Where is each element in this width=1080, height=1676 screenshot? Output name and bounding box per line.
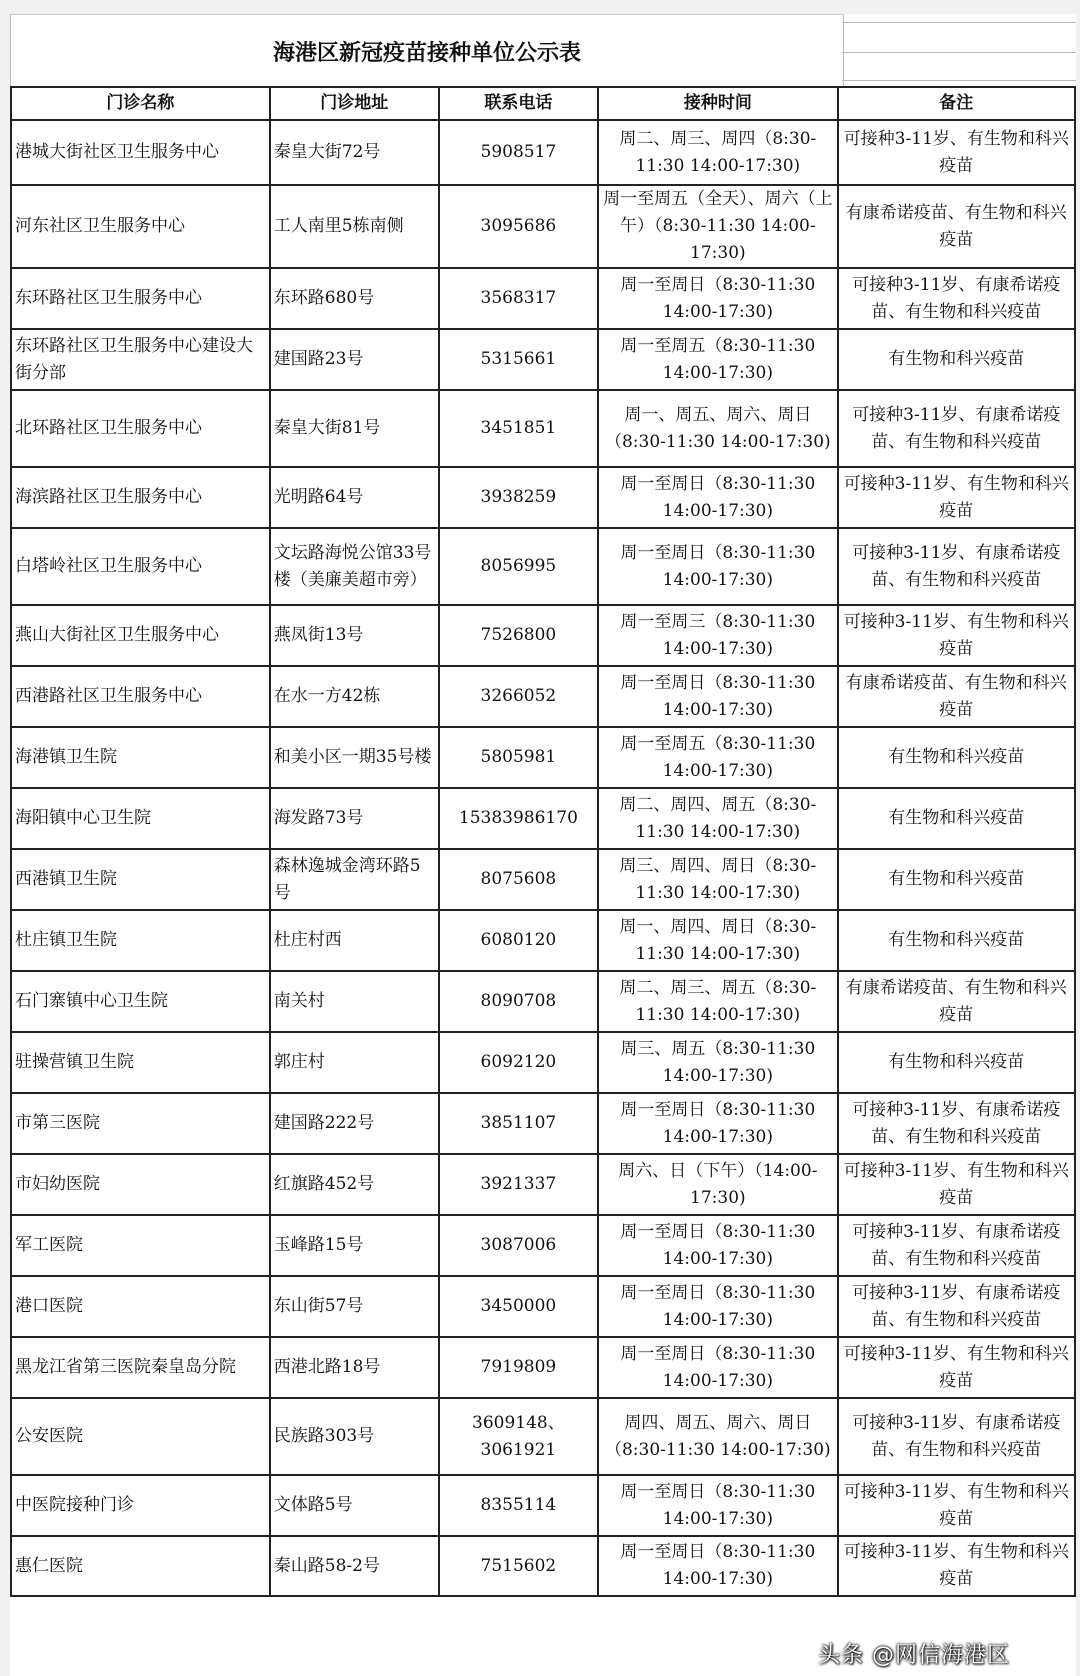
clinic-name-cell: 东环路社区卫生服务中心建设大街分部 bbox=[11, 329, 270, 390]
clinic-address-cell: 民族路303号 bbox=[270, 1398, 439, 1475]
clinic-name-cell: 杜庄镇卫生院 bbox=[11, 910, 270, 971]
clinic-address-cell: 南关村 bbox=[270, 971, 439, 1032]
time-cell: 周一至周三（8:30-11:30 14:00-17:30) bbox=[598, 605, 838, 666]
clinic-address-cell: 秦山路58-2号 bbox=[270, 1536, 439, 1596]
table-row bbox=[11, 971, 1075, 1032]
phone-cell: 8056995 bbox=[439, 528, 598, 605]
table-row bbox=[11, 605, 1075, 666]
table-row bbox=[11, 390, 1075, 467]
table-row bbox=[11, 910, 1075, 971]
phone-cell: 3451851 bbox=[439, 390, 598, 467]
clinic-name-cell: 军工医院 bbox=[11, 1215, 270, 1276]
header-clinic-address: 门诊地址 bbox=[270, 87, 439, 120]
clinic-name-cell: 海阳镇中心卫生院 bbox=[11, 788, 270, 849]
time-cell: 周三、周四、周日（8:30-11:30 14:00-17:30) bbox=[598, 849, 838, 910]
clinic-address-cell: 杜庄村西 bbox=[270, 910, 439, 971]
time-cell: 周一至周日（8:30-11:30 14:00-17:30) bbox=[598, 1276, 838, 1337]
time-cell: 周二、周三、周五（8:30-11:30 14:00-17:30) bbox=[598, 971, 838, 1032]
phone-cell: 3568317 bbox=[439, 268, 598, 329]
note-cell: 可接种3-11岁、有康希诺疫苗、有生物和科兴疫苗 bbox=[838, 390, 1075, 467]
clinic-address-cell: 在水一方42栋 bbox=[270, 666, 439, 727]
clinic-name-cell: 东环路社区卫生服务中心 bbox=[11, 268, 270, 329]
table-row bbox=[11, 1032, 1075, 1093]
clinic-name-cell: 海滨路社区卫生服务中心 bbox=[11, 467, 270, 528]
phone-cell: 3851107 bbox=[439, 1093, 598, 1154]
table-row bbox=[11, 1276, 1075, 1337]
note-cell: 可接种3-11岁、有康希诺疫苗、有生物和科兴疫苗 bbox=[838, 1093, 1075, 1154]
header-note: 备注 bbox=[838, 87, 1075, 120]
time-cell: 周一至周日（8:30-11:30 14:00-17:30) bbox=[598, 268, 838, 329]
note-cell: 有生物和科兴疫苗 bbox=[838, 329, 1075, 390]
clinic-name-cell: 公安医院 bbox=[11, 1398, 270, 1475]
note-cell: 有康希诺疫苗、有生物和科兴疫苗 bbox=[838, 971, 1075, 1032]
document-sheet bbox=[10, 14, 1076, 1676]
phone-cell: 3938259 bbox=[439, 467, 598, 528]
clinic-address-cell: 东山街57号 bbox=[270, 1276, 439, 1337]
clinic-name-cell: 中医院接种门诊 bbox=[11, 1475, 270, 1536]
clinic-name-cell: 港口医院 bbox=[11, 1276, 270, 1337]
clinic-address-cell: 建国路222号 bbox=[270, 1093, 439, 1154]
time-cell: 周一至周日（8:30-11:30 14:00-17:30) bbox=[598, 666, 838, 727]
clinic-name-cell: 市第三医院 bbox=[11, 1093, 270, 1154]
note-cell: 有康希诺疫苗、有生物和科兴疫苗 bbox=[838, 185, 1075, 268]
note-cell: 可接种3-11岁、有康希诺疫苗、有生物和科兴疫苗 bbox=[838, 268, 1075, 329]
table-row bbox=[11, 1398, 1075, 1475]
time-cell: 周一至周日（8:30-11:30 14:00-17:30) bbox=[598, 1536, 838, 1596]
clinic-address-cell: 工人南里5栋南侧 bbox=[270, 185, 439, 268]
time-cell: 周一至周日（8:30-11:30 14:00-17:30) bbox=[598, 467, 838, 528]
note-cell: 可接种3-11岁、有生物和科兴疫苗 bbox=[838, 1475, 1075, 1536]
clinic-name-cell: 石门寨镇中心卫生院 bbox=[11, 971, 270, 1032]
time-cell: 周一至周五（8:30-11:30 14:00-17:30) bbox=[598, 727, 838, 788]
phone-cell: 6080120 bbox=[439, 910, 598, 971]
table-row bbox=[11, 185, 1075, 268]
phone-cell: 3266052 bbox=[439, 666, 598, 727]
note-cell: 可接种3-11岁、有康希诺疫苗、有生物和科兴疫苗 bbox=[838, 1398, 1075, 1475]
phone-cell: 8355114 bbox=[439, 1475, 598, 1536]
time-cell: 周一至周日（8:30-11:30 14:00-17:30) bbox=[598, 1215, 838, 1276]
table-row bbox=[11, 1154, 1075, 1215]
note-cell: 有生物和科兴疫苗 bbox=[838, 1032, 1075, 1093]
time-cell: 周一至周日（8:30-11:30 14:00-17:30) bbox=[598, 1093, 838, 1154]
note-cell: 可接种3-11岁、有生物和科兴疫苗 bbox=[838, 1536, 1075, 1596]
table-row bbox=[11, 666, 1075, 727]
note-cell: 可接种3-11岁、有生物和科兴疫苗 bbox=[838, 120, 1075, 185]
clinic-name-cell: 港城大街社区卫生服务中心 bbox=[11, 120, 270, 185]
clinic-address-cell: 郭庄村 bbox=[270, 1032, 439, 1093]
time-cell: 周三、周五（8:30-11:30 14:00-17:30) bbox=[598, 1032, 838, 1093]
clinic-name-cell: 驻操营镇卫生院 bbox=[11, 1032, 270, 1093]
table-row bbox=[11, 528, 1075, 605]
phone-cell: 7526800 bbox=[439, 605, 598, 666]
clinic-address-cell: 海发路73号 bbox=[270, 788, 439, 849]
time-cell: 周一至周日（8:30-11:30 14:00-17:30) bbox=[598, 1475, 838, 1536]
time-cell: 周四、周五、周六、周日（8:30-11:30 14:00-17:30) bbox=[598, 1398, 838, 1475]
note-cell: 可接种3-11岁、有康希诺疫苗、有生物和科兴疫苗 bbox=[838, 1215, 1075, 1276]
clinic-address-cell: 文体路5号 bbox=[270, 1475, 439, 1536]
clinic-address-cell: 秦皇大街72号 bbox=[270, 120, 439, 185]
phone-cell: 3095686 bbox=[439, 185, 598, 268]
table-row bbox=[11, 120, 1075, 185]
note-cell: 有生物和科兴疫苗 bbox=[838, 849, 1075, 910]
clinic-name-cell: 西港路社区卫生服务中心 bbox=[11, 666, 270, 727]
time-cell: 周一至周日（8:30-11:30 14:00-17:30) bbox=[598, 1337, 838, 1398]
time-cell: 周一、周五、周六、周日（8:30-11:30 14:00-17:30) bbox=[598, 390, 838, 467]
clinic-name-cell: 黑龙江省第三医院秦皇岛分院 bbox=[11, 1337, 270, 1398]
clinic-address-cell: 玉峰路15号 bbox=[270, 1215, 439, 1276]
phone-cell: 7515602 bbox=[439, 1536, 598, 1596]
table-header-row bbox=[11, 87, 1075, 120]
phone-cell: 7919809 bbox=[439, 1337, 598, 1398]
clinic-address-cell: 燕凤街13号 bbox=[270, 605, 439, 666]
header-phone: 联系电话 bbox=[439, 87, 598, 120]
note-cell: 可接种3-11岁、有生物和科兴疫苗 bbox=[838, 1154, 1075, 1215]
table-row bbox=[11, 1536, 1075, 1596]
clinic-address-cell: 和美小区一期35号楼 bbox=[270, 727, 439, 788]
title-bar bbox=[10, 14, 1076, 86]
table-row bbox=[11, 727, 1075, 788]
clinic-address-cell: 秦皇大街81号 bbox=[270, 390, 439, 467]
clinic-name-cell: 燕山大街社区卫生服务中心 bbox=[11, 605, 270, 666]
note-cell: 有生物和科兴疫苗 bbox=[838, 910, 1075, 971]
phone-cell: 3921337 bbox=[439, 1154, 598, 1215]
watermark: 头条 @网信海港区 bbox=[818, 1643, 1010, 1668]
clinic-address-cell: 西港北路18号 bbox=[270, 1337, 439, 1398]
clinic-name-cell: 西港镇卫生院 bbox=[11, 849, 270, 910]
phone-cell: 3609148、3061921 bbox=[439, 1398, 598, 1475]
phone-cell: 15383986170 bbox=[439, 788, 598, 849]
table-row bbox=[11, 1337, 1075, 1398]
phone-cell: 5315661 bbox=[439, 329, 598, 390]
table-row bbox=[11, 268, 1075, 329]
table-row bbox=[11, 467, 1075, 528]
note-cell: 有康希诺疫苗、有生物和科兴疫苗 bbox=[838, 666, 1075, 727]
clinic-name-cell: 市妇幼医院 bbox=[11, 1154, 270, 1215]
table-row bbox=[11, 849, 1075, 910]
time-cell: 周二、周三、周四（8:30-11:30 14:00-17:30) bbox=[598, 120, 838, 185]
clinic-table bbox=[10, 86, 1076, 1597]
note-cell: 可接种3-11岁、有康希诺疫苗、有生物和科兴疫苗 bbox=[838, 528, 1075, 605]
clinic-address-cell: 东环路680号 bbox=[270, 268, 439, 329]
phone-cell: 3087006 bbox=[439, 1215, 598, 1276]
table-row bbox=[11, 1093, 1075, 1154]
table-row bbox=[11, 1475, 1075, 1536]
page-title: 海港区新冠疫苗接种单位公示表 bbox=[10, 14, 844, 87]
clinic-name-cell: 北环路社区卫生服务中心 bbox=[11, 390, 270, 467]
header-clinic-name: 门诊名称 bbox=[11, 87, 270, 120]
clinic-name-cell: 河东社区卫生服务中心 bbox=[11, 185, 270, 268]
note-cell: 可接种3-11岁、有生物和科兴疫苗 bbox=[838, 1337, 1075, 1398]
note-cell: 可接种3-11岁、有康希诺疫苗、有生物和科兴疫苗 bbox=[838, 1276, 1075, 1337]
clinic-name-cell: 海港镇卫生院 bbox=[11, 727, 270, 788]
time-cell: 周六、日（下午）（14:00-17:30) bbox=[598, 1154, 838, 1215]
clinic-address-cell: 光明路64号 bbox=[270, 467, 439, 528]
time-cell: 周二、周四、周五（8:30-11:30 14:00-17:30) bbox=[598, 788, 838, 849]
table-row bbox=[11, 1215, 1075, 1276]
time-cell: 周一至周五（全天）、周六（上午）（8:30-11:30 14:00-17:30) bbox=[598, 185, 838, 268]
header-time: 接种时间 bbox=[598, 87, 838, 120]
note-cell: 有生物和科兴疫苗 bbox=[838, 788, 1075, 849]
phone-cell: 6092120 bbox=[439, 1032, 598, 1093]
clinic-address-cell: 红旗路452号 bbox=[270, 1154, 439, 1215]
phone-cell: 3450000 bbox=[439, 1276, 598, 1337]
clinic-name-cell: 惠仁医院 bbox=[11, 1536, 270, 1596]
phone-cell: 5805981 bbox=[439, 727, 598, 788]
clinic-address-cell: 森林逸城金湾环路5号 bbox=[270, 849, 439, 910]
table-row bbox=[11, 329, 1075, 390]
phone-cell: 8075608 bbox=[439, 849, 598, 910]
title-side-cell bbox=[842, 14, 1076, 86]
clinic-address-cell: 建国路23号 bbox=[270, 329, 439, 390]
note-cell: 可接种3-11岁、有生物和科兴疫苗 bbox=[838, 605, 1075, 666]
table-row bbox=[11, 788, 1075, 849]
note-cell: 可接种3-11岁、有生物和科兴疫苗 bbox=[838, 467, 1075, 528]
time-cell: 周一至周五（8:30-11:30 14:00-17:30) bbox=[598, 329, 838, 390]
time-cell: 周一至周日（8:30-11:30 14:00-17:30) bbox=[598, 528, 838, 605]
note-cell: 有生物和科兴疫苗 bbox=[838, 727, 1075, 788]
time-cell: 周一、周四、周日（8:30-11:30 14:00-17:30) bbox=[598, 910, 838, 971]
phone-cell: 5908517 bbox=[439, 120, 598, 185]
phone-cell: 8090708 bbox=[439, 971, 598, 1032]
clinic-address-cell: 文坛路海悦公馆33号楼（美廉美超市旁） bbox=[270, 528, 439, 605]
clinic-name-cell: 白塔岭社区卫生服务中心 bbox=[11, 528, 270, 605]
